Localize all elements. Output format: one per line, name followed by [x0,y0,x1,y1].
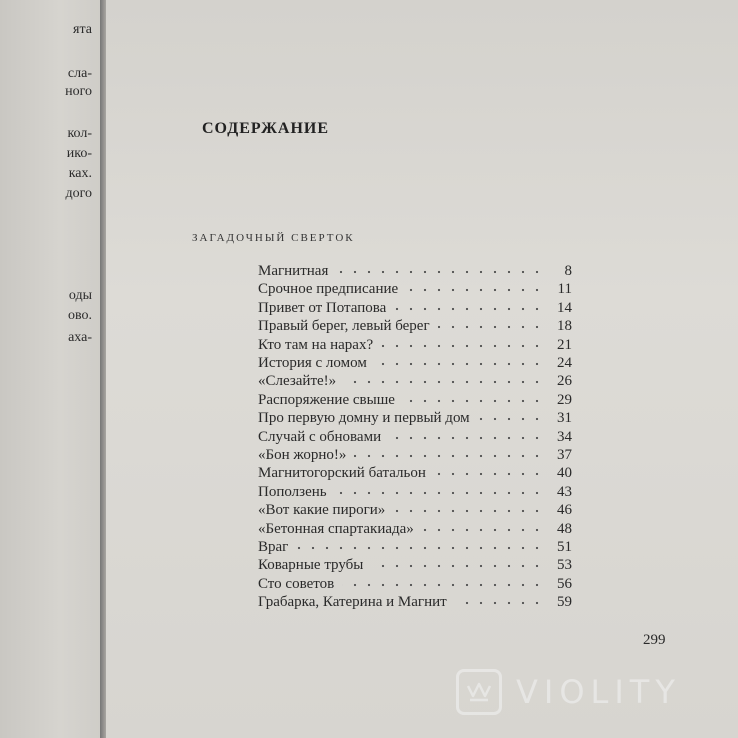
leader-dots [394,304,544,314]
toc-entry-title: Кто там на нарах? [258,336,374,353]
left-page-line: сла- [67,66,92,81]
toc-entry-page: 14 [557,299,572,316]
toc-entry [258,484,572,503]
leader-dots [389,433,544,443]
toc-entry-page: 56 [557,575,572,592]
toc-entry-title: «Вот какие пироги» [258,502,386,519]
leader-dots [354,451,544,461]
leader-dots [336,267,544,277]
page-heading: СОДЕРЖАНИЕ [202,120,330,137]
toc-entry-page: 53 [557,557,572,574]
toc-entry [258,521,572,540]
toc-entry [258,594,572,613]
toc-entry-title: Срочное предписание [258,281,399,298]
leader-dots [438,322,544,332]
toc-entry-title: Распоряжение свыше [258,391,395,408]
toc-entry [258,318,572,337]
toc-entry-page: 59 [557,594,572,611]
left-page-line: оды [68,288,92,303]
toc-entry [258,355,572,374]
left-page [0,0,100,738]
toc-entry-page: 40 [557,465,572,482]
toc-entry-title: Правый берег, левый берег [258,318,430,335]
toc-entry-page: 26 [557,373,572,390]
crown-icon [456,669,502,715]
leader-dots [335,488,544,498]
left-page-line: дого [65,186,92,201]
toc-entry-title: «Бетонная спартакиада» [258,520,414,537]
left-page-line: ово. [67,308,92,323]
toc-entry-title: История с ломом [258,355,367,371]
left-page-line: ико- [66,146,92,161]
left-page-line: аха- [68,330,92,345]
watermark-text: VIOLITY [516,673,681,711]
toc-entry-title: Грабарка, Катерина и Магнит [258,594,447,611]
left-page-line: кол- [67,126,92,141]
toc-entry [258,576,572,595]
toc-entry-page: 34 [557,428,572,445]
toc-entry [258,557,572,576]
toc-entry-title: Сто советов [258,575,335,592]
leader-dots [371,561,544,571]
left-page-line: ного [65,84,92,99]
toc-entry [258,263,572,282]
leader-dots [375,359,544,369]
leader-dots [434,469,544,479]
leader-dots [344,377,544,387]
leader-dots [455,598,544,608]
leader-dots [478,414,544,424]
leader-dots [422,525,544,535]
toc-entry-title: Магнитогорский батальон [258,465,426,482]
toc-entry-page: 24 [557,355,572,371]
toc-entry [258,465,572,484]
toc-entry [258,410,572,429]
section-title: ЗАГАДОЧНЫЙ СВЕРТОК [192,232,355,244]
page-number: 299 [643,632,666,648]
toc-entry [258,429,572,448]
toc-entry-title: «Бон жорно!» [258,447,347,463]
leader-dots [403,396,544,406]
toc-entry-page: 46 [557,502,572,519]
toc-entry [258,392,572,411]
left-page-line: ята [73,22,92,37]
toc-entry-page: 8 [564,263,572,279]
toc-entry-title: Коварные трубы [258,557,364,574]
toc-entry-title: Привет от Потапова [258,299,387,316]
toc-entry [258,447,572,466]
watermark [456,668,726,716]
toc-entry-page: 18 [557,318,572,335]
toc-entry [258,337,572,356]
toc-entry [258,502,572,521]
toc-entry-title: Магнитная [258,263,329,279]
toc-entry [258,373,572,392]
toc-entry-title: «Слезайте!» [258,373,337,390]
toc-entry-title: Про первую домну и первый дом [258,410,470,427]
toc-entry-title: Случай с обновами [258,428,382,445]
leader-dots [296,543,544,553]
left-page-line: ках. [68,166,92,181]
toc-entry-page: 21 [557,336,572,353]
toc-entry-page: 11 [557,281,572,298]
toc-entry [258,281,572,300]
leader-dots [406,285,544,295]
leader-dots [393,506,544,516]
toc-entry [258,539,572,558]
toc-entry-title: Враг [258,539,289,555]
leader-dots [381,341,544,351]
toc-entry-page: 37 [557,447,572,463]
toc-entry-page: 51 [557,539,572,555]
toc-entry-page: 43 [557,483,572,500]
toc-entry-page: 29 [557,391,572,408]
toc-entry [258,300,572,319]
leader-dots [342,580,544,590]
toc-entry-page: 31 [557,410,572,427]
toc-entry-title: Поползень [258,483,327,500]
toc-entry-page: 48 [557,520,572,537]
